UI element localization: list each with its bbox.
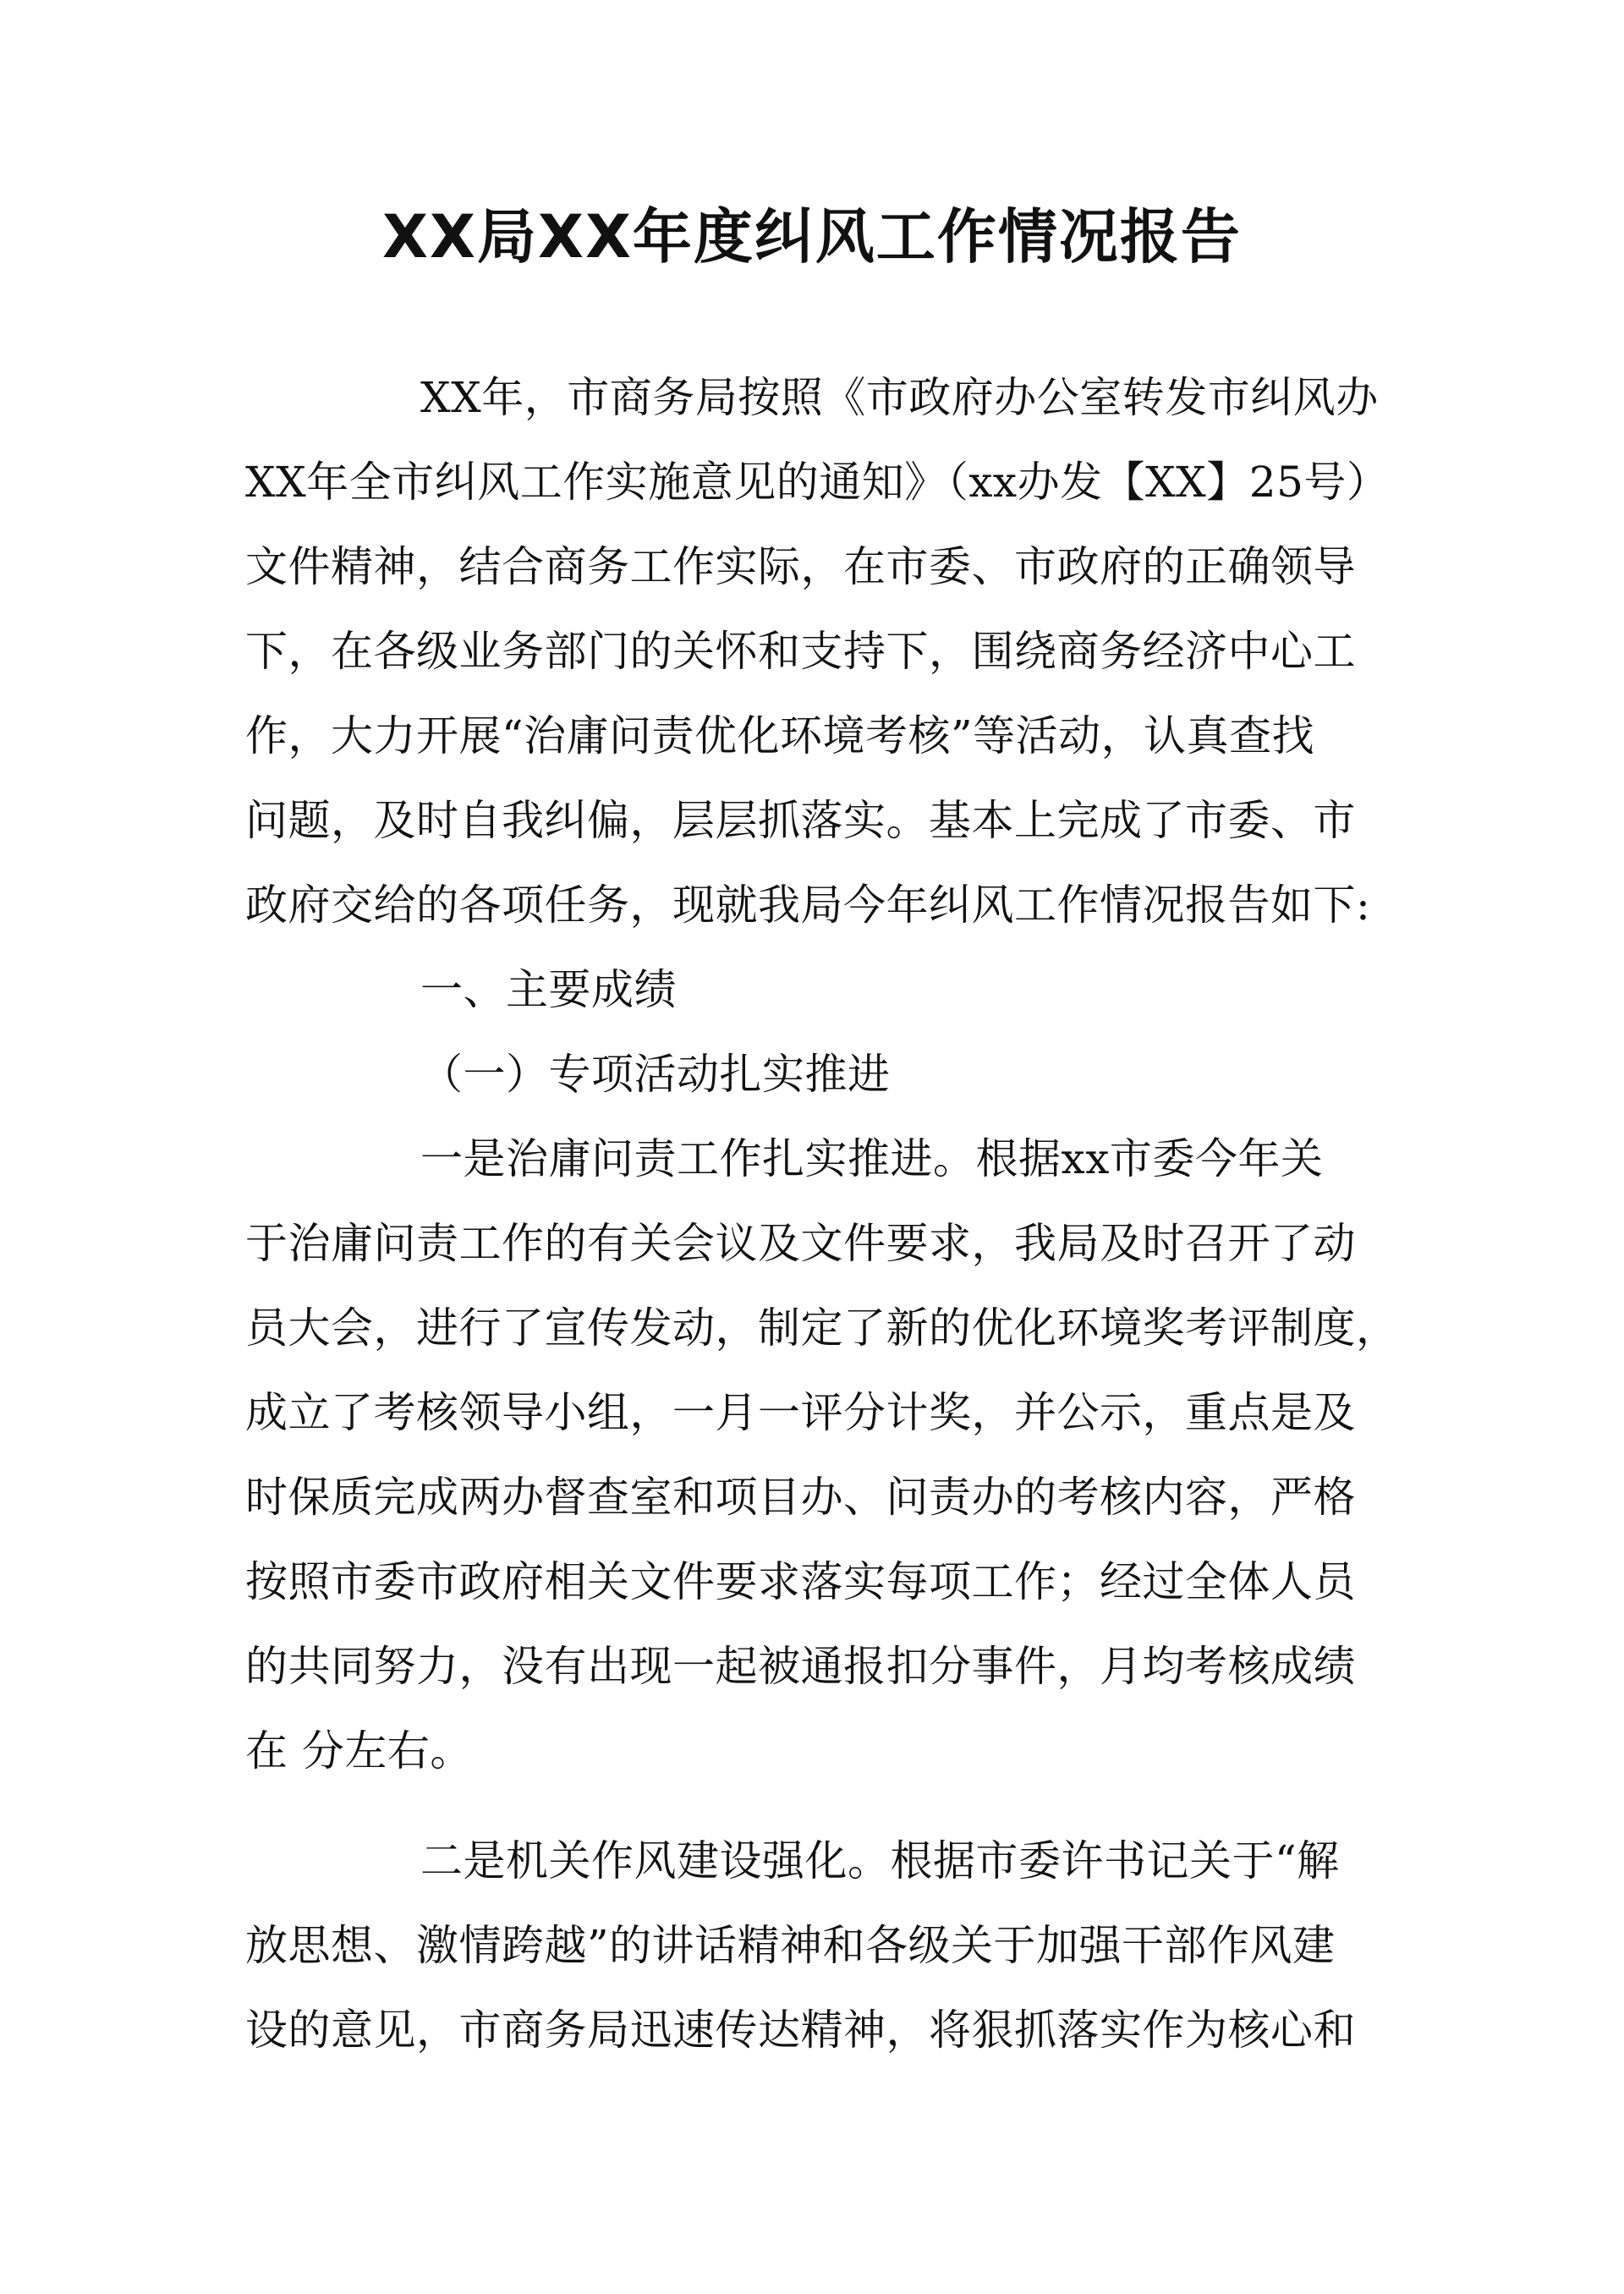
document-title: XX局XX年度纠风工作情况报告 xyxy=(382,202,1242,272)
paragraph-line: 政府交给的各项任务，现就我局今年纠风工作情况报告如下: xyxy=(245,881,1371,930)
paragraph-line: 放思想、激情跨越”的讲话精神和各级关于加强干部作风建 xyxy=(245,1921,1336,1970)
paragraph-line: 设的意见，市商务局迅速传达精神，将狠抓落实作为核心和 xyxy=(245,2006,1356,2055)
paragraph-line: 问题，及时自我纠偏，层层抓落实。基本上完成了市委、市 xyxy=(245,796,1356,845)
subsection-heading: （一）专项活动扎实推进 xyxy=(420,1050,891,1099)
paragraph-line: 二是机关作风建设强化。根据市委许书记关于“解 xyxy=(420,1836,1340,1885)
section-heading: 一、主要成绩 xyxy=(420,965,677,1014)
paragraph-line: 文件精神，结合商务工作实际，在市委、市政府的正确领导 xyxy=(245,542,1356,591)
paragraph-line: 在 分左右。 xyxy=(245,1726,473,1775)
paragraph-line: XX年全市纠风工作实施意见的通知》（xx办发【XX】25号） xyxy=(245,458,1390,507)
paragraph-line: 按照市委市政府相关文件要求落实每项工作；经过全体人员 xyxy=(245,1557,1356,1606)
paragraph-line: 作，大力开展“治庸问责优化环境考核”等活动，认真查找 xyxy=(245,711,1315,760)
paragraph-line: 下，在各级业务部门的关怀和支持下，围绕商务经济中心工 xyxy=(245,627,1356,676)
paragraph-line: 于治庸问责工作的有关会议及文件要求，我局及时召开了动 xyxy=(245,1219,1356,1268)
paragraph-line: 一是治庸问责工作扎实推进。根据xx市委今年关 xyxy=(420,1134,1324,1183)
paragraph-line: 员大会，进行了宣传发动，制定了新的优化环境奖考评制度， xyxy=(245,1303,1399,1353)
paragraph-line: XX年，市商务局按照《市政府办公室转发市纠风办 xyxy=(420,373,1379,422)
paragraph-line: 成立了考核领导小组，一月一评分计奖，并公示，重点是及 xyxy=(245,1388,1356,1437)
paragraph-line: 时保质完成两办督查室和项目办、问责办的考核内容，严格 xyxy=(245,1473,1356,1522)
paragraph-line: 的共同努力，没有出现一起被通报扣分事件，月均考核成绩 xyxy=(245,1642,1356,1691)
